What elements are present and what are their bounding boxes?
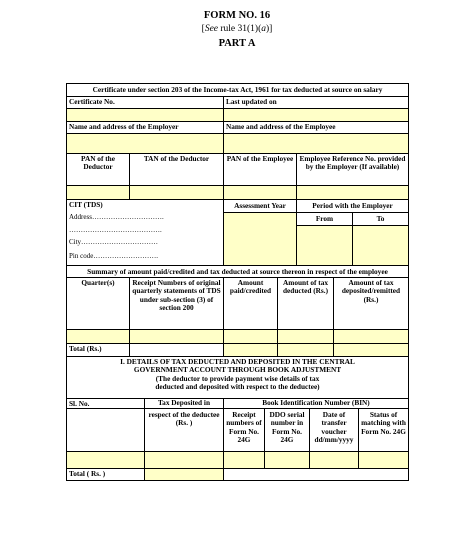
summary-total-label: Total (Rs.) [66, 343, 130, 357]
transfer-date-cell[interactable] [309, 451, 359, 469]
summary-title: Summary of amount paid/credited and tax deducted at source thereon in respect of the employee [66, 265, 409, 278]
cit-address-line2: …………………………………. [69, 226, 162, 235]
pan-deductor-label: PAN of the Deductor [66, 153, 130, 186]
tax-deposited-subheader: respect of the deductee (Rs. ) [144, 408, 224, 452]
cit-city: City…………………………… [69, 238, 159, 247]
period-to-field[interactable] [352, 225, 409, 266]
employer-field[interactable] [66, 133, 224, 154]
receipt-24g-header: Receipt numbers of Form No. 24G [223, 408, 265, 452]
employee-ref-field[interactable] [296, 185, 409, 200]
last-updated-field[interactable] [223, 108, 409, 122]
slno-subheader [66, 408, 145, 452]
certificate-title: Certificate under section 203 of the Income-tax Act, 1961 for tax deducted at source on salary [66, 83, 409, 97]
tan-deductor-label: TAN of the Deductor [129, 153, 224, 186]
amount-tax-deposited-header: Amount of tax deposited/remitted (Rs.) [333, 277, 409, 330]
pan-deductor-field[interactable] [66, 185, 130, 200]
form-number: FORM NO. 16 [203, 10, 271, 21]
ddo-serial-cell[interactable] [264, 451, 310, 469]
tan-deductor-field[interactable] [129, 185, 224, 200]
part-title: PART A [218, 38, 256, 49]
receipt-24g-cell[interactable] [223, 451, 265, 469]
period-from-field[interactable] [296, 225, 353, 266]
tax-deposited-cell[interactable] [144, 451, 224, 469]
last-updated-label: Last updated on [223, 96, 409, 109]
matching-status-header: Status of matching with Form No. 24G [358, 408, 409, 452]
summary-total-receipt [129, 343, 224, 357]
matching-status-cell[interactable] [358, 451, 409, 469]
details-title-line4: deducted and deposited with respect to the deductee) [155, 382, 320, 392]
quarter-cell[interactable] [66, 329, 130, 344]
cit-block [66, 199, 224, 266]
cit-label: CIT (TDS) [69, 200, 103, 209]
ddo-serial-header: DDO serial number in Form No. 24G [264, 408, 310, 452]
details-title-line1: I. DETAILS OF TAX DEDUCTED AND DEPOSITED IN THE CENTRAL [120, 357, 355, 366]
pan-employee-label: PAN of the Employee [223, 153, 297, 186]
form-16-part-a [66, 83, 409, 481]
pan-employee-field[interactable] [223, 185, 297, 200]
certificate-no-field[interactable] [66, 108, 224, 122]
summary-total-tax[interactable] [277, 343, 334, 357]
details-total-label: Total ( Rs. ) [66, 468, 145, 481]
transfer-date-header: Date of transfer voucher dd/mm/yyyy [309, 408, 359, 452]
cit-pin-code: Pin code………………………. [69, 251, 159, 260]
details-title [66, 356, 409, 399]
assessment-year-label: Assessment Year [223, 199, 297, 213]
details-total-amount[interactable] [144, 468, 224, 481]
employee-field[interactable] [223, 133, 409, 154]
rule-reference: [See rule 31(1)(a)] [201, 24, 273, 34]
period-to-label: To [352, 212, 409, 226]
slno-cell[interactable] [66, 451, 145, 469]
cit-address: Address…………………………. [69, 213, 164, 222]
period-label: Period with the Employer [296, 199, 409, 213]
summary-total-deposited[interactable] [333, 343, 409, 357]
summary-total-paid[interactable] [223, 343, 278, 357]
employer-label: Name and address of the Employer [66, 121, 224, 134]
amount-paid-cell[interactable] [223, 329, 278, 344]
amount-tax-deposited-cell[interactable] [333, 329, 409, 344]
period-from-label: From [296, 212, 353, 226]
quarter-header: Quarter(s) [66, 277, 130, 330]
tax-deposited-header: Tax Deposited in [144, 398, 224, 409]
amount-tax-deducted-cell[interactable] [277, 329, 334, 344]
certificate-no-label: Certificate No. [66, 96, 224, 109]
assessment-year-field[interactable] [223, 212, 297, 266]
amount-tax-deducted-header: Amount of tax deducted (Rs.) [277, 277, 334, 330]
employee-ref-label: Employee Reference No. provided by the Employer (If available) [296, 153, 409, 186]
receipt-numbers-cell[interactable] [129, 329, 224, 344]
slno-header: Sl. No. [66, 398, 145, 409]
amount-paid-header: Amount paid/credited [223, 277, 278, 330]
details-title-line2: GOVERNMENT ACCOUNT THROUGH BOOK ADJUSTMENT [133, 365, 342, 375]
details-title-line3: (The deductor to provide payment wise details of tax [155, 373, 320, 383]
details-total-blank [223, 468, 409, 481]
employee-label: Name and address of the Employee [223, 121, 409, 134]
bin-header: Book Identification Number (BIN) [223, 398, 409, 409]
receipt-numbers-header: Receipt Numbers of original quarterly statements of TDS under sub-section (3) of section 200 [129, 277, 224, 330]
